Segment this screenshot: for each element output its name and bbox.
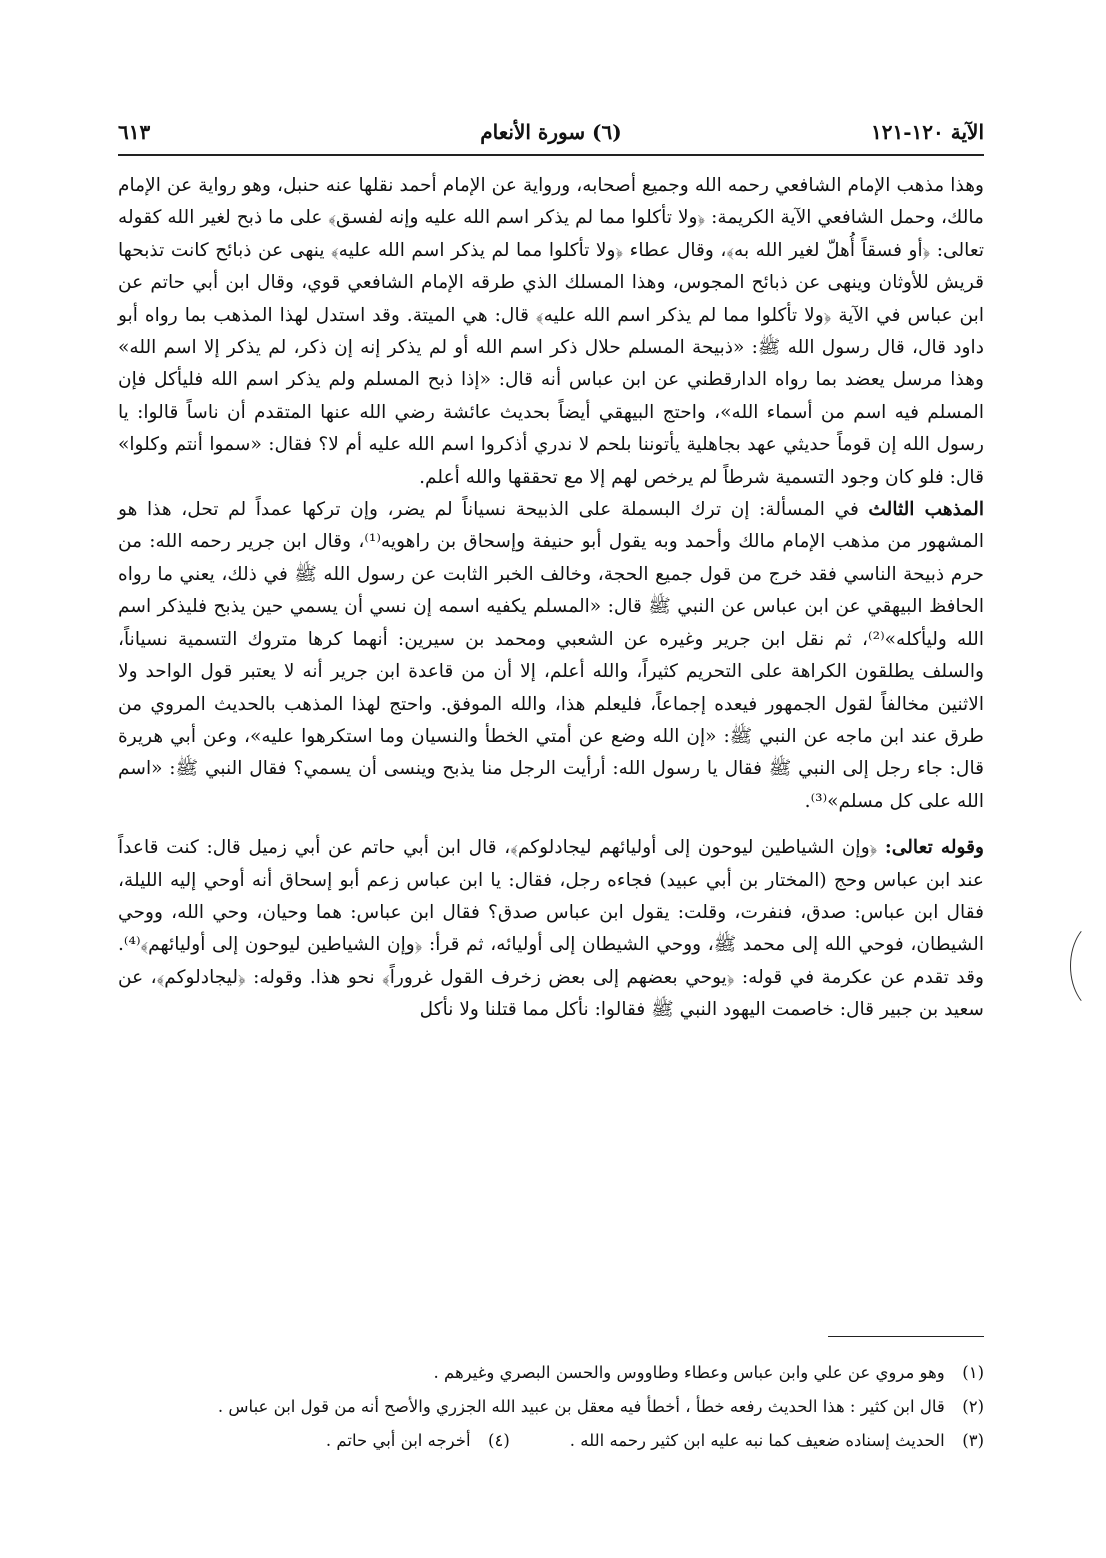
footnote-number: (٢) — [962, 1397, 984, 1416]
footnote-1 — [118, 1356, 984, 1390]
footnote-text: أخرجه ابن أبي حاتم . — [325, 1431, 471, 1450]
paragraph-2-text: في المسألة: إن ترك البسملة على الذبيحة نسياناً لم يضر، وإن تركها عمداً لم تحل، هذا هو المشهور من مذهب الإمام مالك وأحمد وبه يقول أبو حنيفة وإسحاق بن راهويه⁽¹⁾، وقال ابن جرير رحمه الله: من حرم ذبيحة الناسي فقد خرج من قول جميع الحجة، وخالف الخبر الثابت عن رسول الله ﷺ في ذلك، يعني ما رواه الحافظ البيهقي عن ابن عباس عن النبي ﷺ قال: «المسلم يكفيه اسمه إن نسي أن يسمي حين يذبح فليذكر اسم الله وليأكله»⁽²⁾، ثم نقل ابن جرير وغيره عن الشعبي ومحمد بن سيرين: أنهما كرها متروك التسمية نسياناً، والسلف يطلقون الكراهة على التحريم كثيراً، والله أعلم، إلا أن من قاعدة ابن جرير أنه لا يعتبر قول الواحد ولا الاثنين مخالفاً لقول الجمهور فيعده إجماعاً، فليعلم هذا، والله الموفق. واحتج لهذا المذهب بالحديث المروي من طرق عند ابن ماجه عن النبي ﷺ: «إن الله وضع عن أمتي الخطأ والنسيان وما استكرهوا عليه»، وعن أبي هريرة قال: جاء رجل إلى النبي ﷺ فقال يا رسول الله: أرأيت الرجل منا يذبح وينسى أن يسمي؟ فقال النبي ﷺ: «اسم الله على كل مسلم»⁽³⁾. — [118, 499, 985, 812]
margin-mark — [1070, 920, 1106, 1012]
footnote-number: (٤) — [488, 1431, 510, 1450]
verse-range: الآية ١٢٠-١٢١ — [871, 120, 984, 144]
paragraph-2 — [118, 494, 984, 818]
main-text — [118, 170, 984, 1027]
footnote-rule — [828, 1336, 984, 1337]
footnote-number: (١) — [962, 1363, 984, 1382]
page-number: ٦١٣ — [118, 120, 151, 144]
footnote-text: قال ابن كثير : هذا الحديث رفعه خطأ ، أخطأ فيه معقل بن عبيد الله الجزري والأصح أنه من قول ابن عباس . — [217, 1397, 945, 1416]
paragraph-1: وهذا مذهب الإمام الشافعي رحمه الله وجميع أصحابه، ورواية عن الإمام أحمد نقلها عنه حنبل، وهو رواية عن الإمام مالك، وحمل الشافعي الآية الكريمة: ﴿ولا تأكلوا مما لم يذكر اسم الله عليه وإنه لفسق﴾ على ما ذبح لغير الله كقوله تعالى: ﴿أو فسقاً أُهلّ لغير الله به﴾، وقال عطاء ﴿ولا تأكلوا مما لم يذكر اسم الله عليه﴾ ينهى عن ذبائح كانت تذبحها قريش للأوثان وينهى عن ذبائح المجوس، وهذا المسلك الذي طرقه الإمام الشافعي قوي، وقال ابن أبي حاتم عن ابن عباس في الآية ﴿ولا تأكلوا مما لم يذكر اسم الله عليه﴾ قال: هي الميتة. وقد استدل لهذا المذهب بما رواه أبو داود قال، قال رسول الله ﷺ: «ذبيحة المسلم حلال ذكر اسم الله أو لم يذكر إنه إن ذكر، لم يذكر إلا اسم الله» وهذا مرسل يعضد بما رواه الدارقطني عن ابن عباس أنه قال: «إذا ذبح المسلم ولم يذكر اسم الله فليأكل فإن المسلم فيه اسم من أسماء الله»، واحتج البيهقي أيضاً بحديث عائشة رضي الله عنها المتقدم أن ناساً قالوا: يا رسول الله إن قوماً حديثي عهد بجاهلية يأتوننا بلحم لا ندري أذكروا اسم الله عليه أم لا؟ فقال: «سموا أنتم وكلوا» قال: فلو كان وجود التسمية شرطاً لم يرخص لهم إلا مع تحققها والله أعلم. — [118, 175, 984, 488]
paragraph-3 — [118, 832, 984, 1026]
footnote-text: الحديث إسناده ضعيف كما نبه عليه ابن كثير رحمه الله . — [569, 1431, 945, 1450]
running-header — [118, 120, 984, 150]
footnote-number: (٣) — [962, 1431, 984, 1450]
header-rule — [118, 154, 984, 156]
surah-title: (٦) سورة الأنعام — [480, 120, 622, 144]
footnote-2 — [118, 1390, 984, 1424]
paragraph-3-lead: وقوله تعالى: — [884, 837, 984, 859]
footnote-3-4 — [118, 1424, 984, 1458]
paragraph-2-lead: المذهب الثالث — [868, 499, 984, 521]
footnote-text: وهو مروي عن علي وابن عباس وعطاء وطاووس والحسن البصري وغيرهم . — [433, 1363, 945, 1382]
paragraph-3-text: ﴿وإن الشياطين ليوحون إلى أوليائهم ليجادلوكم﴾، قال ابن أبي حاتم عن أبي زميل قال: كنت قاعداً عند ابن عباس وحج (المختار بن أبي عبيد) فجاءه رجل، فقال: يا ابن عباس زعم أبو إسحاق أنه أوحي إليه الليلة، فقال ابن عباس: صدق، فنفرت، وقلت: يقول ابن عباس صدق؟ فقال ابن عباس: هما وحيان، وحي الله، ووحي الشيطان، فوحي الله إلى محمد ﷺ، ووحي الشيطان إلى أوليائه، ثم قرأ: ﴿وإن الشياطين ليوحون إلى أوليائهم﴾⁽⁴⁾. وقد تقدم عن عكرمة في قوله: ﴿يوحي بعضهم إلى بعض زخرف القول غروراً﴾ نحو هذا. وقوله: ﴿ليجادلوكم﴾، عن سعيد بن جبير قال: خاصمت اليهود النبي ﷺ فقالوا: نأكل مما قتلنا ولا نأكل — [118, 837, 984, 1021]
footnotes — [118, 1356, 984, 1458]
margin-mark — [1094, 696, 1106, 724]
